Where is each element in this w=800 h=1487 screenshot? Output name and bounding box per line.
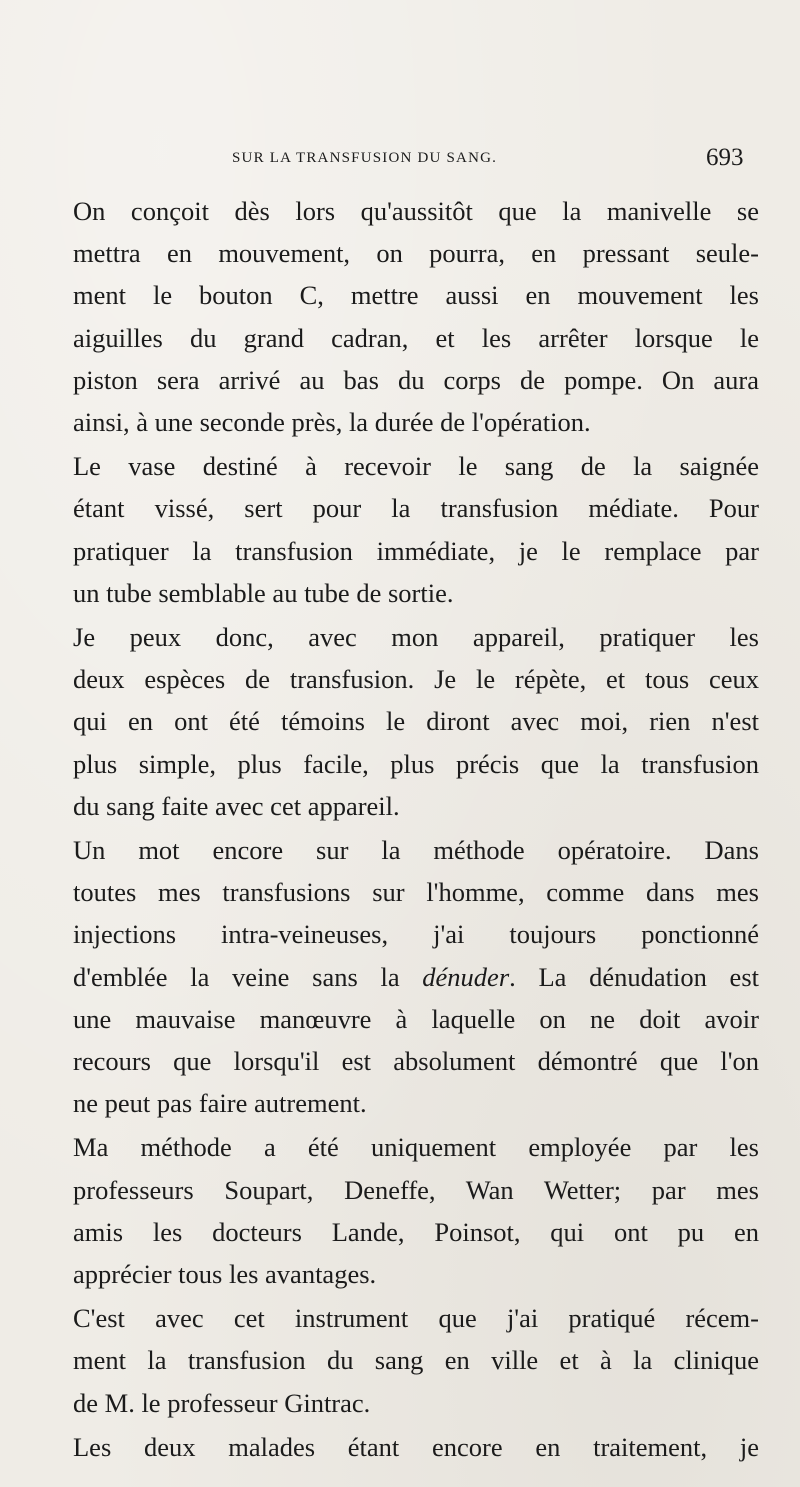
text-line: étant vissé, sert pour la transfusion médiate. Pour: [73, 493, 759, 524]
text-line: ainsi, à une seconde près, la durée de l'opération.: [73, 407, 591, 438]
text-line: mettra en mouvement, on pourra, en pressant seule-: [73, 238, 759, 269]
text-line: qui en ont été témoins le diront avec moi, rien n'est: [73, 706, 759, 737]
text-line: toutes mes transfusions sur l'homme, comme dans mes: [73, 877, 759, 908]
text-line: professeurs Soupart, Deneffe, Wan Wetter; par mes: [73, 1174, 759, 1205]
text-line: deux espèces de transfusion. Je le répète, et tous ceux: [73, 664, 759, 695]
paragraph-6: [47, 1297, 759, 1424]
text-fragment: . La dénudation est: [509, 961, 759, 992]
running-title: SUR LA TRANSFUSION DU SANG.: [232, 150, 498, 166]
text-fragment: d'emblée la veine sans la: [73, 961, 423, 992]
text-line: aiguilles du grand cadran, et les arrêter lorsque le: [73, 322, 759, 353]
paragraph-7: [47, 1426, 759, 1468]
paragraph-3: [47, 616, 759, 827]
body-text: [47, 190, 759, 1468]
text-line: apprécier tous les avantages.: [73, 1259, 377, 1290]
text-line: ment le bouton C, mettre aussi en mouvement les: [73, 280, 759, 311]
page-header: [0, 144, 800, 184]
text-line: une mauvaise manœuvre à laquelle on ne doit avoir: [73, 1003, 759, 1034]
text-line: recours que lorsqu'il est absolument démontré que l'on: [73, 1046, 759, 1077]
text-line: piston sera arrivé au bas du corps de pompe. On aura: [73, 364, 759, 395]
paragraph-1: [47, 190, 759, 443]
text-line: pratiquer la transfusion immédiate, je le remplace par: [73, 535, 759, 566]
text-line: injections intra-veineuses, j'ai toujours ponctionné: [73, 919, 759, 950]
text-line: On conçoit dès lors qu'aussitôt que la manivelle se: [73, 196, 759, 226]
text-line: ment la transfusion du sang en ville et à la clinique: [73, 1345, 759, 1376]
text-line: C'est avec cet instrument que j'ai pratiqué récem-: [73, 1303, 759, 1334]
text-line: ne peut pas faire autrement.: [73, 1088, 367, 1119]
page-number: 693: [706, 144, 744, 171]
text-line: un tube semblable au tube de sortie.: [73, 577, 454, 608]
text-line: du sang faite avec cet appareil.: [73, 790, 400, 821]
paragraph-5: [47, 1126, 759, 1295]
text-line: Je peux donc, avec mon appareil, pratiquer les: [73, 622, 759, 653]
paragraph-4: [47, 829, 759, 1124]
paragraph-2: [47, 445, 759, 614]
italic-word: dénuder: [422, 961, 510, 992]
text-line-with-italic: [47, 956, 759, 998]
text-line: Ma méthode a été uniquement employée par les: [73, 1132, 759, 1163]
text-line: Les deux malades étant encore en traitement, je: [73, 1431, 759, 1462]
text-line: amis les docteurs Lande, Poinsot, qui ont pu en: [73, 1216, 759, 1247]
text-line: Le vase destiné à recevoir le sang de la saignée: [73, 451, 759, 482]
text-line: Un mot encore sur la méthode opératoire. Dans: [73, 835, 759, 866]
text-line: de M. le professeur Gintrac.: [73, 1387, 371, 1418]
text-line: plus simple, plus facile, plus précis que la transfusion: [73, 748, 759, 779]
